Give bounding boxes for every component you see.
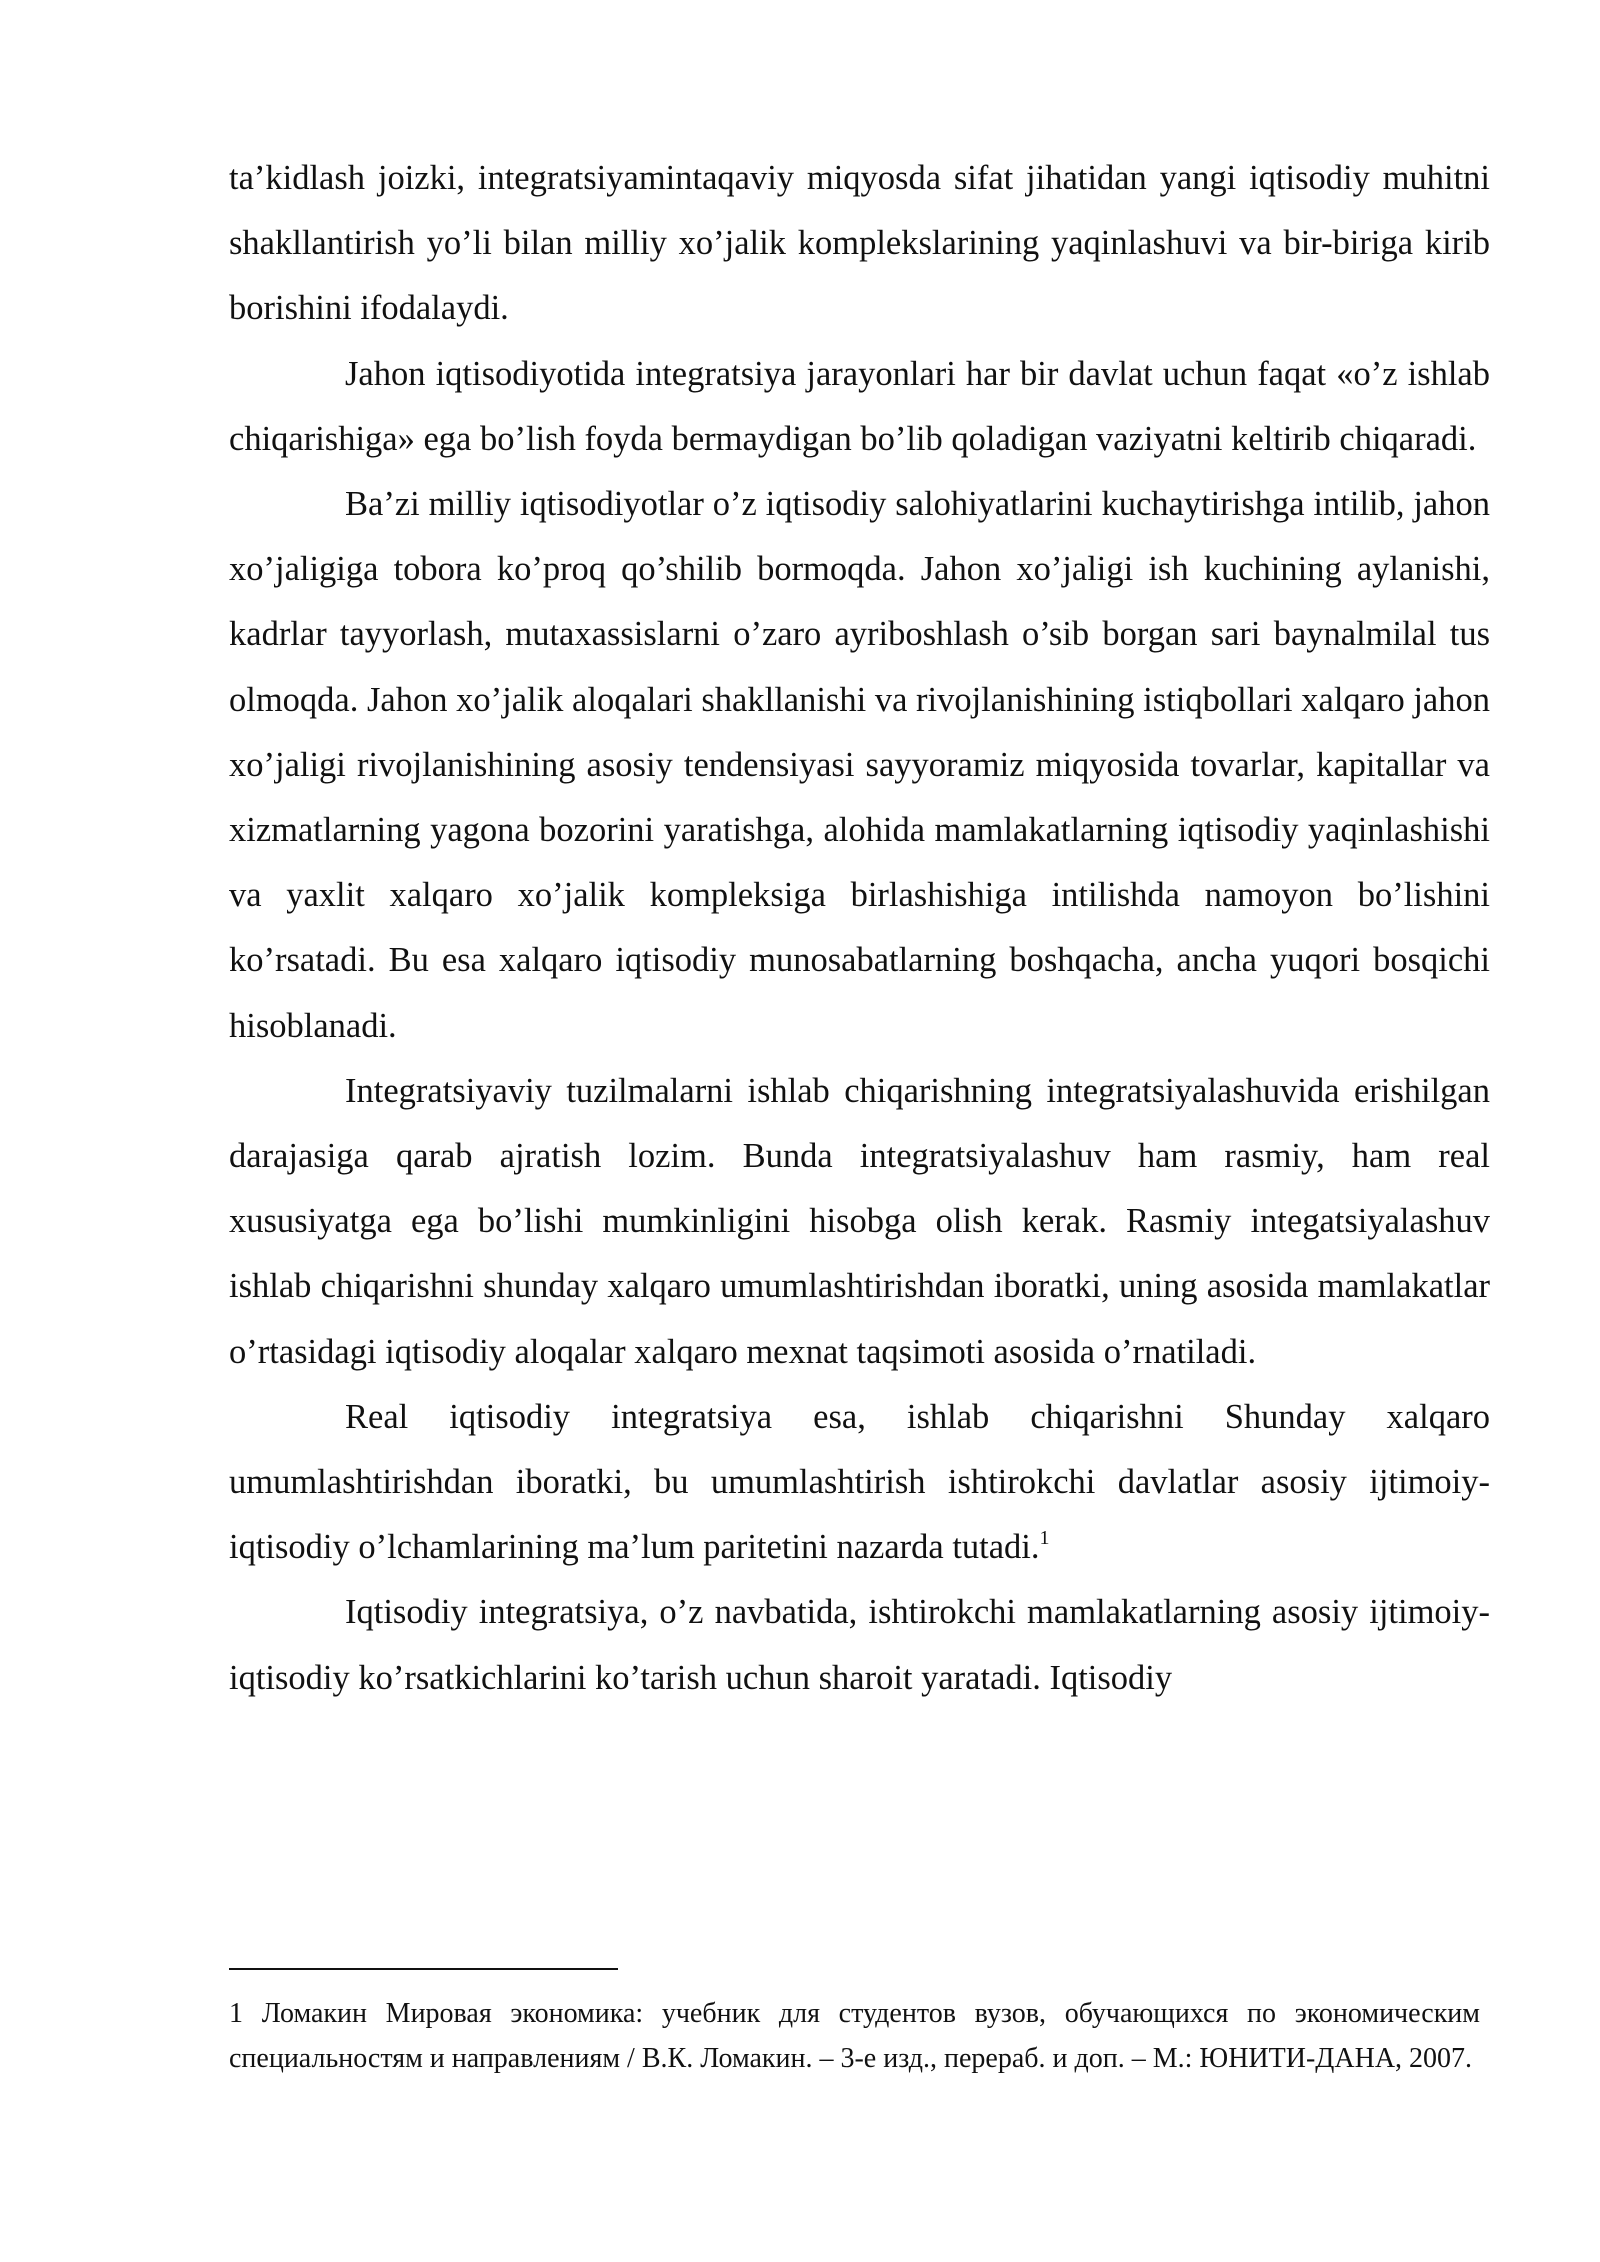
footnote-text: Ломакин Мировая экономика: учебник для студентов вузов, обучающихся по экономическим специальностям и направлениям / В.К. Ломакин. – 3-е изд., перераб. и доп. – М.: ЮНИТИ-ДАНА, 2007. — [229, 1998, 1481, 2074]
paragraph-4: Integratsiyaviy tuzilmalarni ishlab chiqarishning integratsiyalashuvida erishilgan darajasiga qarab ajratish lozim. Bunda integratsiyalashuv ham rasmiy, ham real xususiyatga ega bo’lishi mumkinligini hisobga olish kerak. Rasmiy integatsiyalashuv ishlab chiqarishni shunday xalqaro umumlashtirishdan iboratki, uning asosida mamlakatlar o’rtasidagi iqtisodiy aloqalar xalqaro mexnat taqsimoti asosida o’rnatiladi. — [229, 1071, 1490, 1371]
paragraph-6: Iqtisodiy integratsiya, o’z navbatida, ishtirokchi mamlakatlarning asosiy ijtimoiy-iqtisodiy ko’rsatkichlarini ko’tarish uchun sharoit yaratadi. Iqtisodiy — [229, 1593, 1490, 1697]
footnote-separator — [229, 1968, 618, 1970]
paragraph-3: Ba’zi milliy iqtisodiyotlar o’z iqtisodiy salohiyatlarini kuchaytirishga intilib, jahon xo’jaligiga tobora ko’proq qo’shilib bormoqda. Jahon xo’jaligi ish kuchining aylanishi, kadrlar tayyorlash, mutaxassislarni o’zaro ayriboshlash o’sib borgan sari baynalmilal tus olmoqda. Jahon xo’jalik aloqalari shakllanishi va rivojlanishining istiqbollari xalqaro jahon xo’jaligi rivojlanishining asosiy tendensiyasi sayyoramiz miqyosida tovarlar, kapitallar va xizmatlarning yagona bozorini yaratishga, alohida mamlakatlarning iqtisodiy yaqinlashishi va yaxlit xalqaro xo’jalik kompleksiga birlashishiga intilishda namoyon bo’lishini ko’rsatadi. Bu esa xalqaro iqtisodiy munosabatlarning boshqacha, ancha yuqori bosqichi hisoblanadi. — [229, 485, 1490, 1045]
footnote-reference[interactable]: 1 — [1039, 1527, 1050, 1550]
paragraph-5-text: Real iqtisodiy integratsiya esa, ishlab chiqarishni Shunday xalqaro umumlashtirishdan iboratki, bu umumlashtirish ishtirokchi davlatlar asosiy ijtimoiy-iqtisodiy o’lchamlarining ma’lum paritetini nazarda tutadi. — [229, 1397, 1490, 1567]
footnote-number: 1 — [229, 1998, 243, 2029]
footnote-entry — [229, 1992, 1480, 2081]
paragraph-2: Jahon iqtisodiyotida integratsiya jarayonlari har bir davlat uchun faqat «o’z ishlab chiqarishiga» ega bo’lish foyda bermaydigan bo’lib qoladigan vaziyatni keltirib chiqaradi. — [229, 354, 1490, 458]
footnote — [229, 1992, 1480, 2081]
paragraph-1: ta’kidlash joizki, integratsiyamintaqaviy miqyosda sifat jihatidan yangi iqtisodiy muhitni shakllantirish yo’li bilan milliy xo’jalik komplekslarining yaqinlashuvi va bir-biriga kirib borishini ifodalaydi. — [229, 159, 1490, 328]
paragraph-5 — [229, 1385, 1490, 1581]
body-text — [229, 146, 1490, 1711]
